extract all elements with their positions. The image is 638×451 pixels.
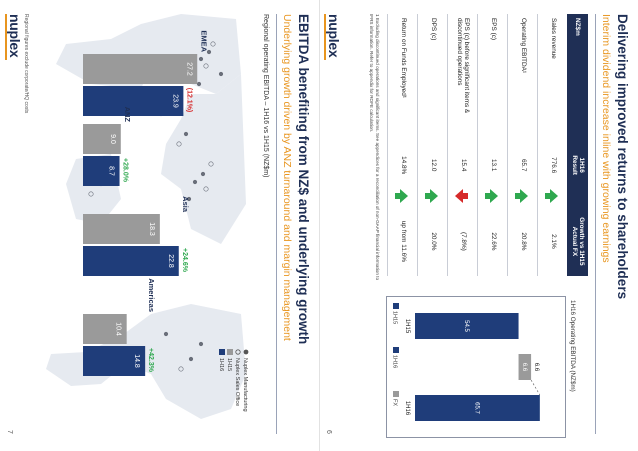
bar-value-label: 22.8 bbox=[166, 254, 174, 268]
kpi-direction bbox=[448, 185, 478, 207]
slide-subtitle: Underlying growth driven by ANZ turnaround and margin management bbox=[281, 14, 293, 341]
mini-legend-label: 1H15 bbox=[391, 311, 398, 325]
site-marker-icon bbox=[197, 82, 201, 86]
legend-manufacturing: Nuplex Manufacturing bbox=[242, 358, 248, 412]
chart-source-note: Regional figures exclude corporate/HQ costs bbox=[23, 14, 29, 114]
kpi-direction bbox=[508, 185, 538, 207]
mini-ebitda-chart bbox=[387, 297, 565, 437]
bar-value-label: 18.3 bbox=[147, 222, 155, 236]
region-change-label: +42.3% bbox=[147, 348, 155, 372]
kpi-result: 14.8% bbox=[388, 146, 418, 185]
kpi-growth: 2.1% bbox=[538, 207, 568, 276]
mini-bar-value: 54.5 bbox=[462, 320, 469, 332]
site-marker-icon bbox=[189, 357, 193, 361]
bridge-label: 6.6 bbox=[533, 362, 540, 372]
region-name-label: Americas bbox=[147, 278, 157, 312]
kpi-row bbox=[418, 14, 448, 276]
kpi-result: 65.7 bbox=[508, 146, 538, 185]
arrow-up-icon bbox=[400, 189, 408, 203]
site-marker-icon bbox=[184, 132, 188, 136]
kpi-metric: DPS (c) bbox=[418, 14, 448, 146]
bridge-connector bbox=[531, 380, 540, 395]
kpi-direction bbox=[538, 185, 568, 207]
kpi-row bbox=[388, 14, 418, 276]
mini-chart-frame bbox=[386, 296, 566, 438]
kpi-direction bbox=[478, 185, 508, 207]
arrow-up-icon bbox=[520, 189, 528, 203]
kpi-result: 776.6 bbox=[538, 146, 568, 185]
kpi-header-metric: NZ$m bbox=[567, 14, 588, 146]
legend-1h16: 1H16 bbox=[218, 358, 224, 372]
legend-sales-office: Nuplex Sales Office bbox=[234, 358, 240, 407]
kpi-metric: Return on Funds Employed¹ bbox=[388, 14, 418, 146]
mini-bar-value: 65.7 bbox=[473, 402, 480, 414]
logo-accent bbox=[5, 14, 7, 60]
slide-subtitle: Interim dividend increase inline with growing earnings bbox=[600, 14, 612, 263]
kpi-row bbox=[508, 14, 538, 276]
americas-landmass bbox=[46, 304, 246, 419]
regional-map-chart bbox=[39, 14, 261, 434]
kpi-header-result: 1H16 Result bbox=[567, 146, 588, 185]
kpi-growth: 20.8% bbox=[508, 207, 538, 276]
region-bar-1h16 bbox=[83, 86, 183, 116]
region-change-label: +28.0% bbox=[121, 158, 129, 182]
kpi-row bbox=[538, 14, 568, 276]
region-name-label: ANZ bbox=[122, 106, 132, 122]
kpi-header-growth: Growth vs 1H15 Actual FX bbox=[567, 207, 588, 276]
footnote: 1 Excluding discontinued operations and significant items. See appendices for a reconciliation of non-GAAP financial information to IFRS information. Refer to appendix for ROFE calculation. bbox=[369, 14, 380, 280]
kpi-growth: 20.0% bbox=[418, 207, 448, 276]
kpi-growth: 22.6% bbox=[478, 207, 508, 276]
site-marker-icon bbox=[199, 57, 203, 61]
mini-legend-swatch bbox=[393, 303, 399, 309]
region-name-label: EMEA bbox=[199, 30, 209, 52]
kpi-result: 15.4 bbox=[448, 146, 478, 185]
nuplex-logo: nuplex bbox=[326, 14, 342, 58]
bar-value-label: 27.2 bbox=[185, 62, 193, 76]
legend-1h15: 1H15 bbox=[226, 358, 232, 372]
kpi-header-row bbox=[567, 14, 588, 276]
site-marker-icon bbox=[219, 72, 223, 76]
kpi-metric: Operating EBITDA¹ bbox=[508, 14, 538, 146]
kpi-metric: EPS (c) bbox=[478, 14, 508, 146]
title-rule bbox=[276, 14, 277, 434]
kpi-growth: (7.8%) bbox=[448, 207, 478, 276]
mini-legend-swatch bbox=[393, 347, 399, 353]
site-marker-icon bbox=[201, 172, 205, 176]
kpi-metric: EPS (c) before significant items & discontinued operations bbox=[448, 14, 478, 146]
bar-value-label: 10.4 bbox=[114, 322, 122, 336]
nuplex-logo: nuplex bbox=[7, 14, 23, 58]
kpi-direction bbox=[388, 185, 418, 207]
mini-chart-title: 1H16 Operating EBITDA (NZ$m) bbox=[569, 300, 576, 392]
slide-returns bbox=[319, 0, 638, 451]
kpi-direction bbox=[418, 185, 448, 207]
kpi-result: 13.1 bbox=[478, 146, 508, 185]
mini-axis-label: 1H16 bbox=[404, 400, 410, 416]
region-change-label: (12.1%) bbox=[185, 87, 193, 113]
slide-title: EBITDA benefiting from NZ$ and underlying growth bbox=[296, 14, 311, 345]
bar-value-label: 8.7 bbox=[107, 166, 115, 176]
region-name-label: Asia bbox=[180, 196, 190, 212]
slide-title: Delivering improved returns to shareholders bbox=[615, 14, 630, 300]
kpi-growth: up from 11.6% bbox=[388, 207, 418, 276]
bar-value-label: 23.9 bbox=[171, 94, 179, 108]
kpi-header-direction bbox=[567, 185, 588, 207]
kpi-row bbox=[448, 14, 478, 276]
mini-legend-label: 1H16 bbox=[391, 355, 398, 369]
page-number: 6 bbox=[325, 430, 332, 434]
region-change-label: +24.6% bbox=[180, 248, 188, 272]
legend-1h16-swatch bbox=[219, 349, 225, 355]
manufacturing-marker-icon bbox=[244, 350, 249, 355]
site-marker-icon bbox=[199, 342, 203, 346]
kpi-result: 12.0 bbox=[418, 146, 448, 185]
site-marker-icon bbox=[193, 180, 197, 184]
mini-bar-value: 6.6 bbox=[520, 362, 527, 372]
region-bar-1h15 bbox=[83, 54, 197, 84]
arrow-down-icon bbox=[455, 189, 463, 203]
legend-1h15-swatch bbox=[227, 349, 233, 355]
title-rule bbox=[595, 14, 596, 434]
kpi-metric: Sales revenue bbox=[538, 14, 568, 146]
bar-value-label: 9.0 bbox=[108, 134, 116, 144]
mini-legend-label: FX bbox=[391, 399, 398, 407]
page-number: 7 bbox=[6, 430, 13, 434]
mini-axis-label: 1H15 bbox=[404, 318, 410, 334]
mini-legend-swatch bbox=[393, 391, 399, 397]
chart-title: Regional operating EBITDA – 1H16 vs 1H15 (NZ$m) bbox=[262, 14, 269, 178]
arrow-up-icon bbox=[550, 189, 558, 203]
arrow-up-icon bbox=[490, 189, 498, 203]
region-bar-1h16 bbox=[83, 246, 179, 276]
kpi-row bbox=[478, 14, 508, 276]
site-marker-icon bbox=[164, 332, 168, 336]
slide-divider bbox=[319, 0, 320, 451]
logo-accent bbox=[324, 14, 326, 60]
kpi-table bbox=[387, 14, 588, 276]
arrow-up-icon bbox=[430, 189, 438, 203]
bar-value-label: 14.8 bbox=[133, 354, 141, 368]
